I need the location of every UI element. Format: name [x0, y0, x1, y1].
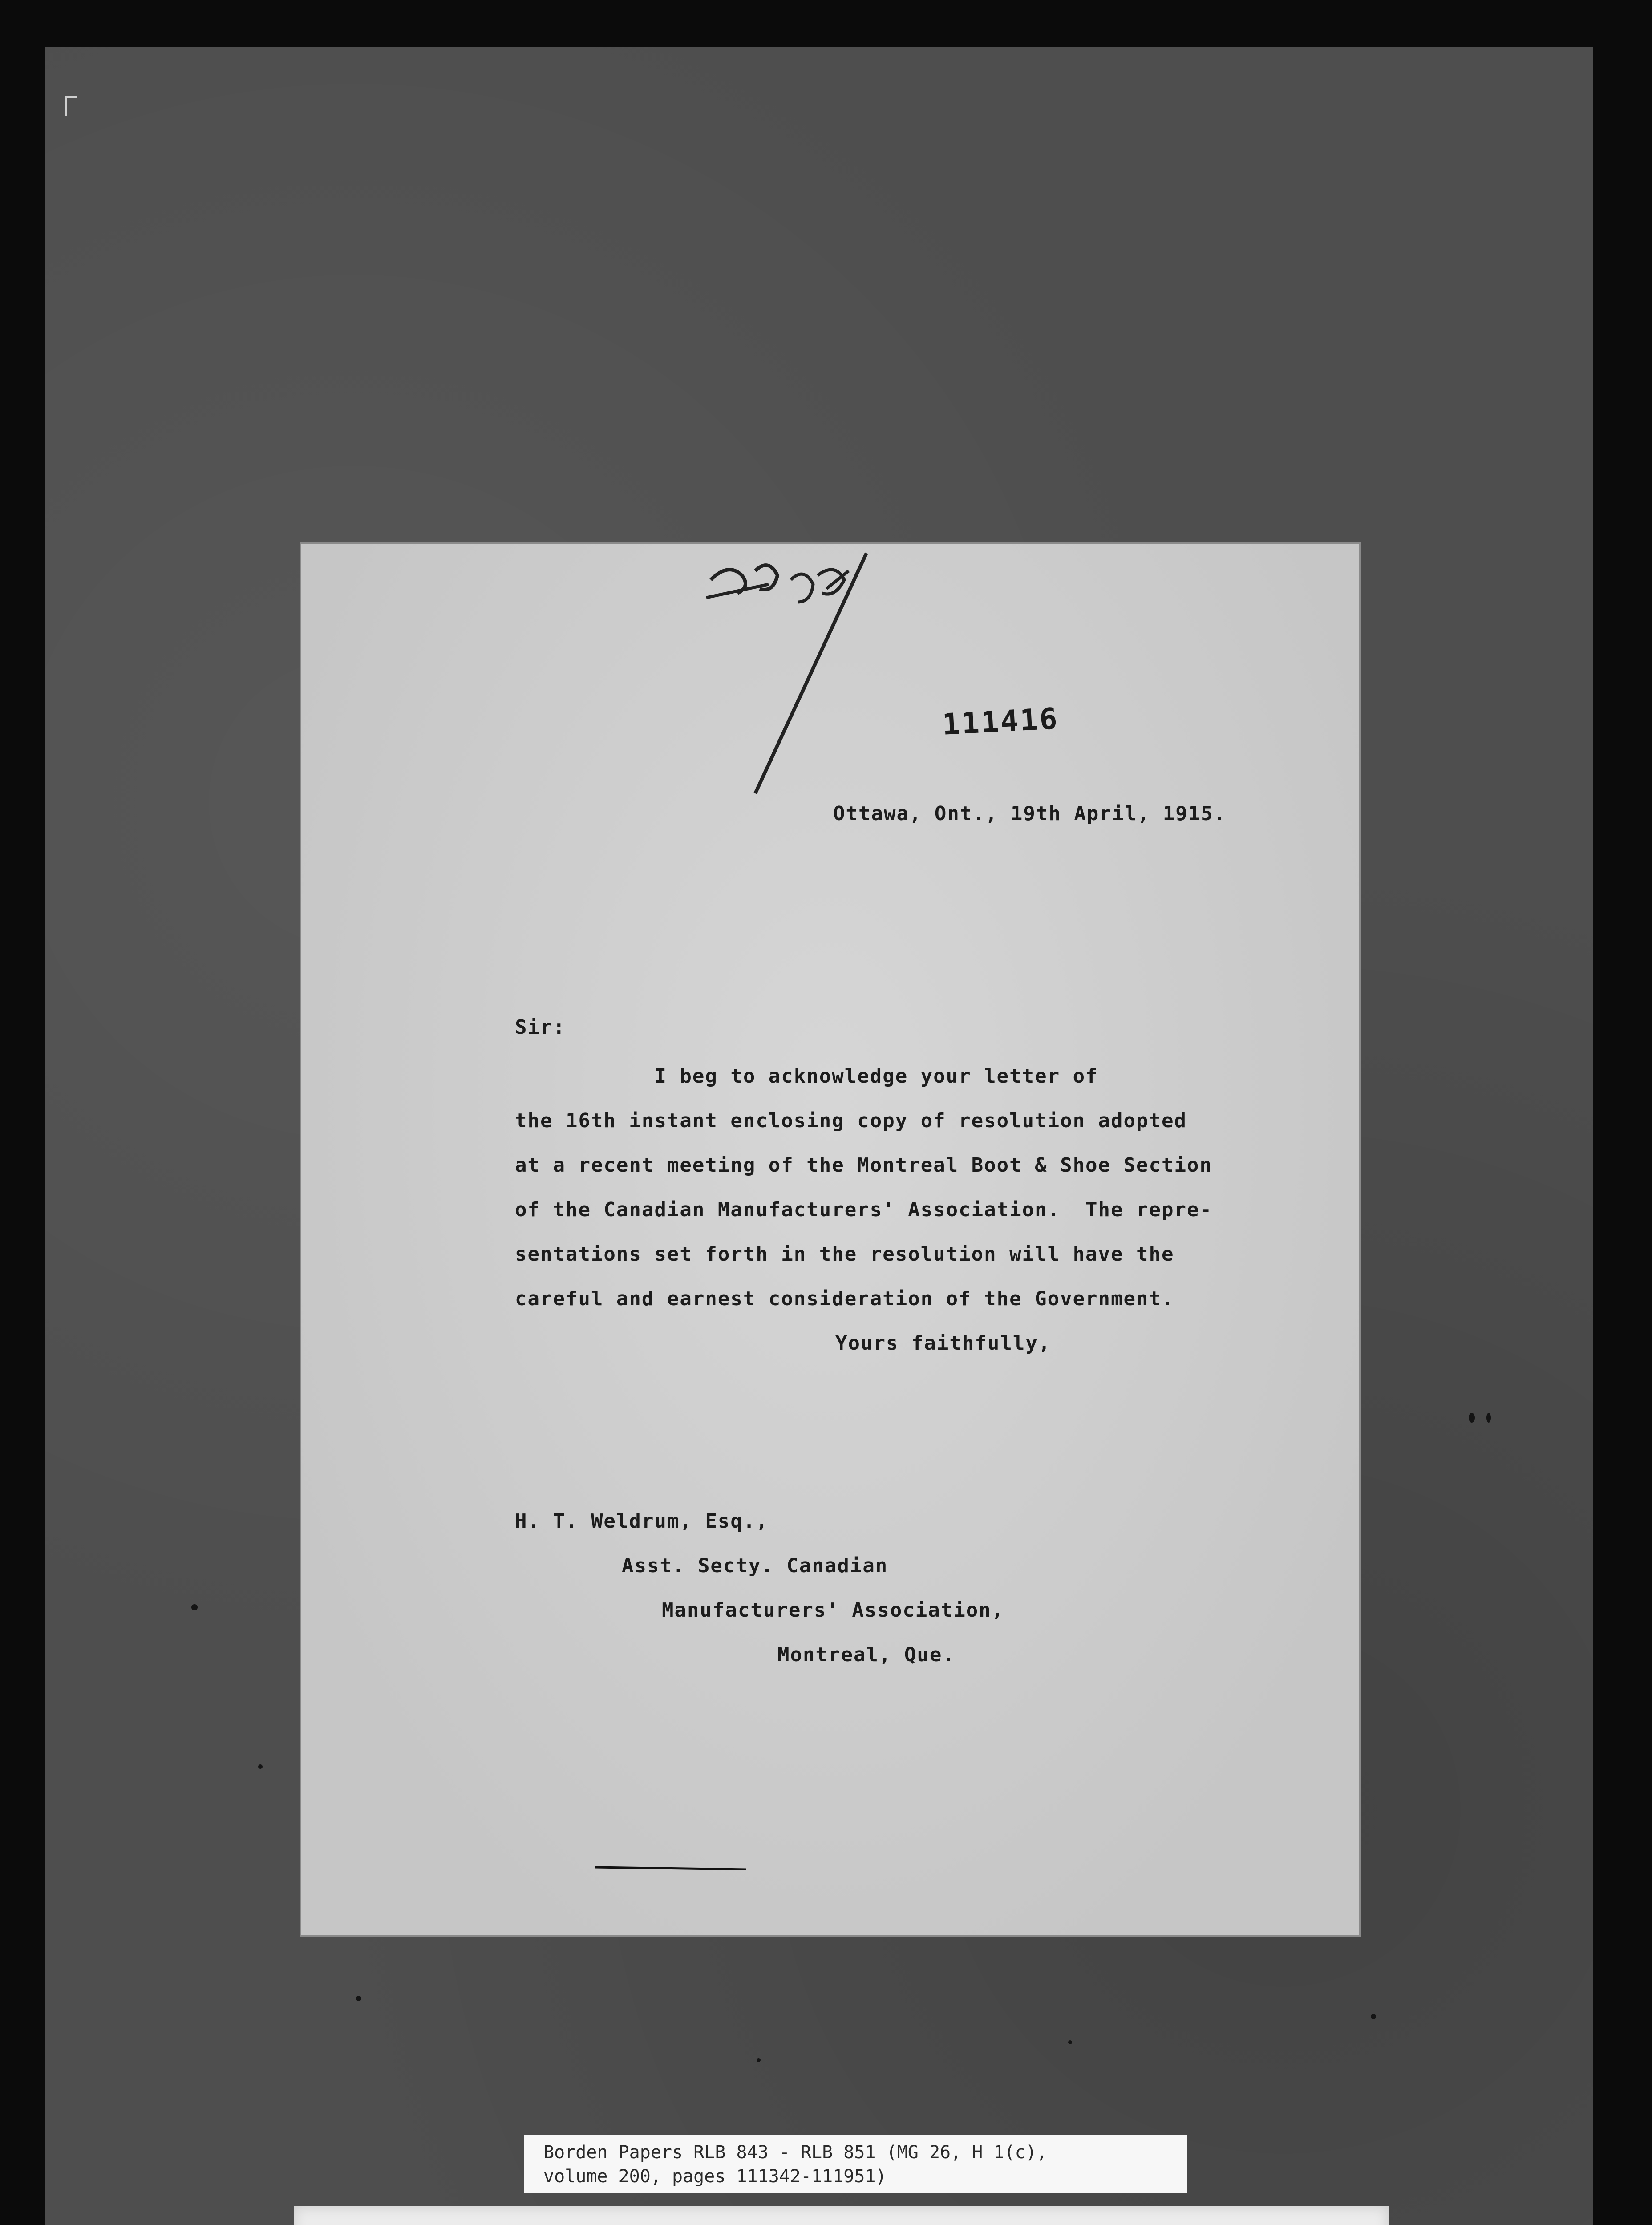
reference-line: volume 200, pages 111342-111951) — [543, 2166, 887, 2187]
body-line: careful and earnest consideration of the Government. — [515, 1287, 1174, 1310]
body-line: the 16th instant enclosing copy of resolution adopted — [515, 1109, 1187, 1132]
salutation: Sir: — [515, 1016, 566, 1039]
film-speck — [191, 1604, 198, 1610]
dateline: Ottawa, Ont., 19th April, 1915. — [833, 802, 1227, 825]
body-line: at a recent meeting of the Montreal Boot & Shoe Section — [515, 1154, 1212, 1177]
archives-card — [294, 2206, 1389, 2225]
letter-page — [301, 544, 1359, 1935]
film-speck — [356, 1996, 361, 2001]
addressee-organization: Manufacturers' Association, — [662, 1599, 1004, 1622]
closing: Yours faithfully, — [835, 1332, 1051, 1355]
addressee-city: Montreal, Que. — [777, 1643, 955, 1666]
handwritten-annotation — [702, 544, 889, 820]
reference-label — [524, 2135, 1187, 2193]
film-speck — [1486, 1413, 1491, 1423]
film-speck — [258, 1764, 263, 1769]
film-speck — [757, 2058, 761, 2062]
addressee-name: H. T. Weldrum, Esq., — [515, 1510, 769, 1533]
film-speck — [1068, 2040, 1072, 2044]
addressee-title: Asst. Secty. Canadian — [622, 1554, 888, 1577]
film-speck — [1469, 1413, 1475, 1423]
body-line: of the Canadian Manufacturers' Association. The repre- — [515, 1198, 1212, 1221]
reference-line: Borden Papers RLB 843 - RLB 851 (MG 26, H 1(c), — [543, 2142, 1047, 2163]
frame-corner-mark — [65, 96, 77, 116]
ink-stroke — [595, 1866, 746, 1870]
film-speck — [1371, 2014, 1376, 2019]
body-line: I beg to acknowledge your letter of — [515, 1065, 1098, 1088]
document-number: 111416 — [941, 701, 1060, 742]
body-line: sentations set forth in the resolution will have the — [515, 1243, 1174, 1266]
